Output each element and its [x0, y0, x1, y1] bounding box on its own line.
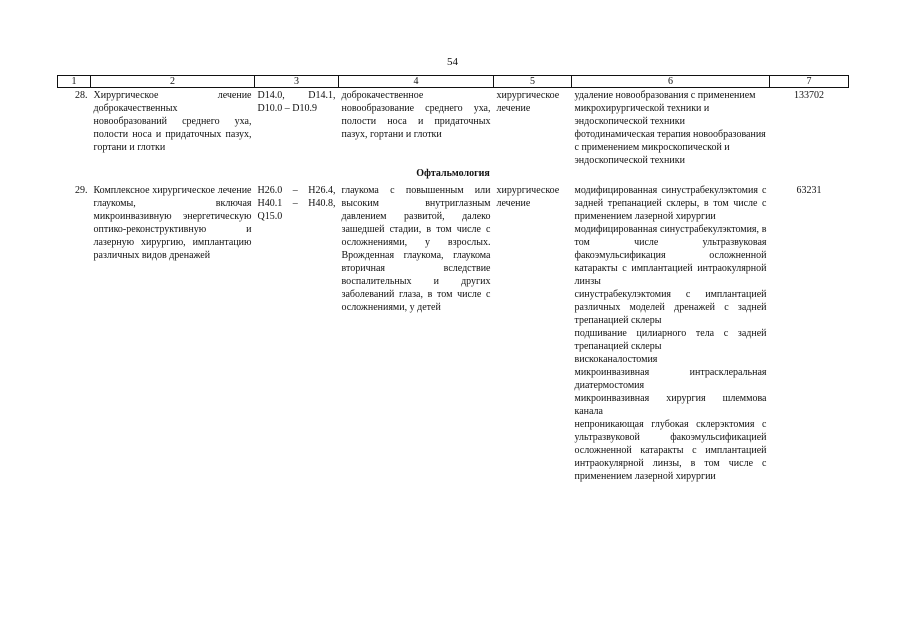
method-item: удаление новообразования с применением микрохирургической техники и эндоскопической техники — [574, 90, 756, 127]
method-item: микроинвазивная интрасклеральная диатермостомия — [574, 367, 767, 391]
patient-model: глаукома с повышенным или высоким внутриглазным давлением развитой, далеко зашедшей стадии, в том числе с осложнениями, у взрослых. Врожденная глаукома, глаукома вторичная вследствие воспалительных и других заболеваний глаза, в том числе с осложнениями, у детей — [341, 185, 491, 313]
row-number: 29. — [75, 185, 88, 196]
service-name: Хирургическое лечение доброкачественных новообразований среднего уха, полости носа и придаточных пазух, гортани и глотки — [93, 90, 252, 153]
services-table — [57, 75, 849, 483]
amount: 63231 — [796, 185, 822, 196]
page-number: 54 — [447, 56, 458, 68]
method-item: вискоканалостомия — [574, 354, 658, 365]
method-item: фотодинамическая терапия новообразования с применением микроскопической и эндоскопической техники — [574, 129, 766, 166]
column-header-3: 3 — [255, 76, 339, 88]
column-header-2: 2 — [91, 76, 255, 88]
section-title: Офтальмология — [416, 168, 490, 179]
method-item: микроинвазивная хирургия шлеммова канала — [574, 393, 767, 417]
treatment-type: хирургическое лечение — [496, 185, 560, 209]
section-row — [58, 167, 849, 180]
treatment-type: хирургическое лечение — [496, 90, 560, 114]
column-header-5: 5 — [494, 76, 572, 88]
method-item: модифицированная синустрабекулэктомия, в том числе ультразвуковая факоэмульсификация осложненной катаракты с имплантацией интраокулярной линзы — [574, 224, 767, 287]
column-header-4: 4 — [339, 76, 494, 88]
treatment-methods — [572, 180, 770, 483]
method-item: модифицированная синустрабекулэктомия с задней трепанацией склеры, в том числе с применением лазерной хирургии — [574, 185, 767, 222]
column-header-6: 6 — [572, 76, 770, 88]
patient-model: доброкачественное новообразование среднего уха, полости носа и придаточных пазух, гортани и глотки — [341, 90, 491, 140]
column-header-1: 1 — [58, 76, 91, 88]
table-row — [58, 88, 849, 168]
table-row — [58, 180, 849, 483]
column-header-7: 7 — [770, 76, 849, 88]
diagnosis-codes: D14.0, D14.1, D10.0 – D10.9 — [257, 90, 336, 114]
treatment-methods — [572, 88, 770, 168]
method-item: синустрабекулэктомия с имплантацией различных моделей дренажей с задней трепанацией склеры — [574, 289, 767, 326]
method-item: подшивание цилиарного тела с задней трепанацией склеры — [574, 328, 767, 352]
column-number-row — [58, 76, 849, 88]
service-name: Комплексное хирургическое лечение глаукомы, включая микроинвазивную энергетическую оптико-реконструктивную и лазерную хирургию, имплантацию различных видов дренажей — [93, 185, 252, 261]
method-item: непроникающая глубокая склерэктомия с ультразвуковой факоэмульсификацией осложненной катаракты с имплантацией интраокулярной линзы, в том числе с применением лазерной хирургии — [574, 419, 767, 482]
amount: 133702 — [794, 90, 824, 101]
diagnosis-codes: H26.0 – H26.4, H40.1 – H40.8, Q15.0 — [257, 185, 336, 222]
row-number: 28. — [75, 90, 88, 101]
